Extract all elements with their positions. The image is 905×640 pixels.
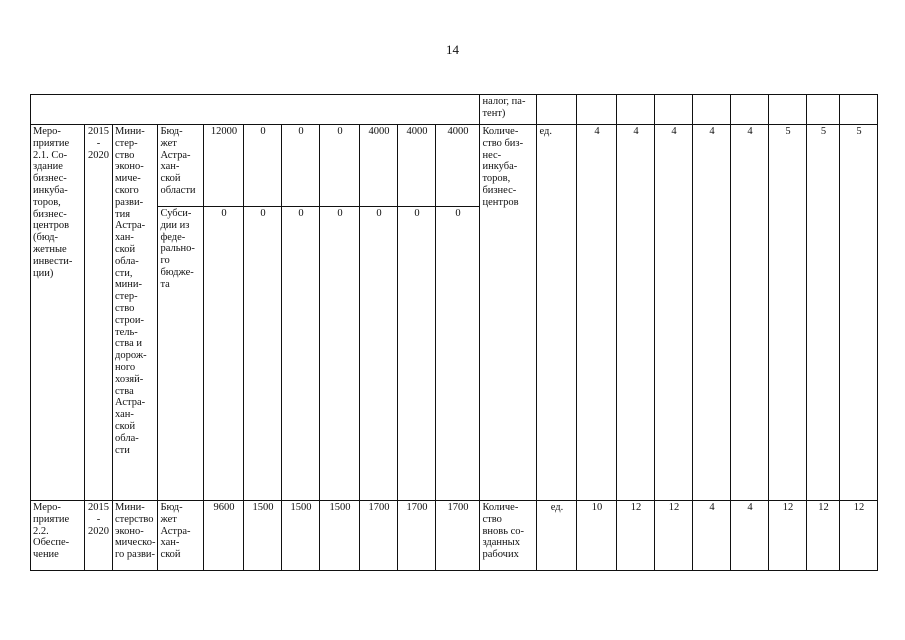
amount-year: 4000 [360,125,398,207]
amount-year: 1700 [398,501,436,571]
target-value: 10 [577,501,617,571]
amount-year: 0 [282,125,320,207]
amount-year: 0 [244,207,282,501]
target-value: 4 [731,125,769,501]
indicator-name: Количе- ство биз- нес- инкуба- торов, бизнес- центров [480,125,537,501]
indicator-unit: ед. [537,125,577,501]
target-value: 12 [617,501,655,571]
funding-source: Бюд- жет Астра- хан- ской [158,501,204,571]
indicator-unit: ед. [537,501,577,571]
event-name: Меро- приятие 2.2. Обеспе- чение [31,501,85,571]
target-value: 4 [693,501,731,571]
amount-year: 0 [398,207,436,501]
continuation-row [31,95,878,125]
amount-total: 9600 [204,501,244,571]
event-years: 2015 - 2020 [85,125,113,501]
amount-year: 1500 [282,501,320,571]
amount-year: 1700 [436,501,480,571]
event-2-1-budget-row [31,125,878,207]
amount-year: 0 [282,207,320,501]
event-executor: Мини- стерство эконо- мическо- го разви- [113,501,158,571]
indicator-cell: налог, па- тент) [480,95,537,125]
amount-year: 0 [360,207,398,501]
amount-year: 4000 [436,125,480,207]
amount-year: 0 [244,125,282,207]
target-value: 12 [769,501,807,571]
target-value: 4 [731,501,769,571]
page-number: 14 [446,42,459,57]
amount-year: 4000 [398,125,436,207]
event-name: Меро- приятие 2.1. Со- здание бизнес- инкуба- торов, бизнес- центров (бюд- жетные инвести- ции) [31,125,85,501]
amount-year: 1500 [320,501,360,571]
target-value: 4 [655,125,693,501]
amount-year: 0 [320,125,360,207]
event-2-2-row [31,501,878,571]
target-value: 5 [769,125,807,501]
target-value: 12 [655,501,693,571]
amount-year: 0 [436,207,480,501]
target-value: 4 [617,125,655,501]
target-value: 12 [840,501,878,571]
amount-year: 1700 [360,501,398,571]
funding-source: Бюд- жет Астра- хан- ской области [158,125,204,207]
funding-source: Субси- дии из феде- рально- го бюдже- та [158,207,204,501]
amount-total: 12000 [204,125,244,207]
target-value: 4 [577,125,617,501]
amount-year: 1500 [244,501,282,571]
target-value: 12 [807,501,840,571]
empty-merged-cell [31,95,480,125]
program-table [30,94,878,571]
target-value: 4 [693,125,731,501]
target-value: 5 [807,125,840,501]
event-executor: Мини- стер- ство эконо- миче- ского разви- тия Астра- хан- ской обла- сти, мини- стер- ство строи- тель- ства и дорож- ного хозяй- ства Астра- хан- ской обла- сти [113,125,158,501]
amount-total: 0 [204,207,244,501]
target-value: 5 [840,125,878,501]
amount-year: 0 [320,207,360,501]
event-years: 2015 - 2020 [85,501,113,571]
indicator-name: Количе- ство вновь со- зданных рабочих [480,501,537,571]
